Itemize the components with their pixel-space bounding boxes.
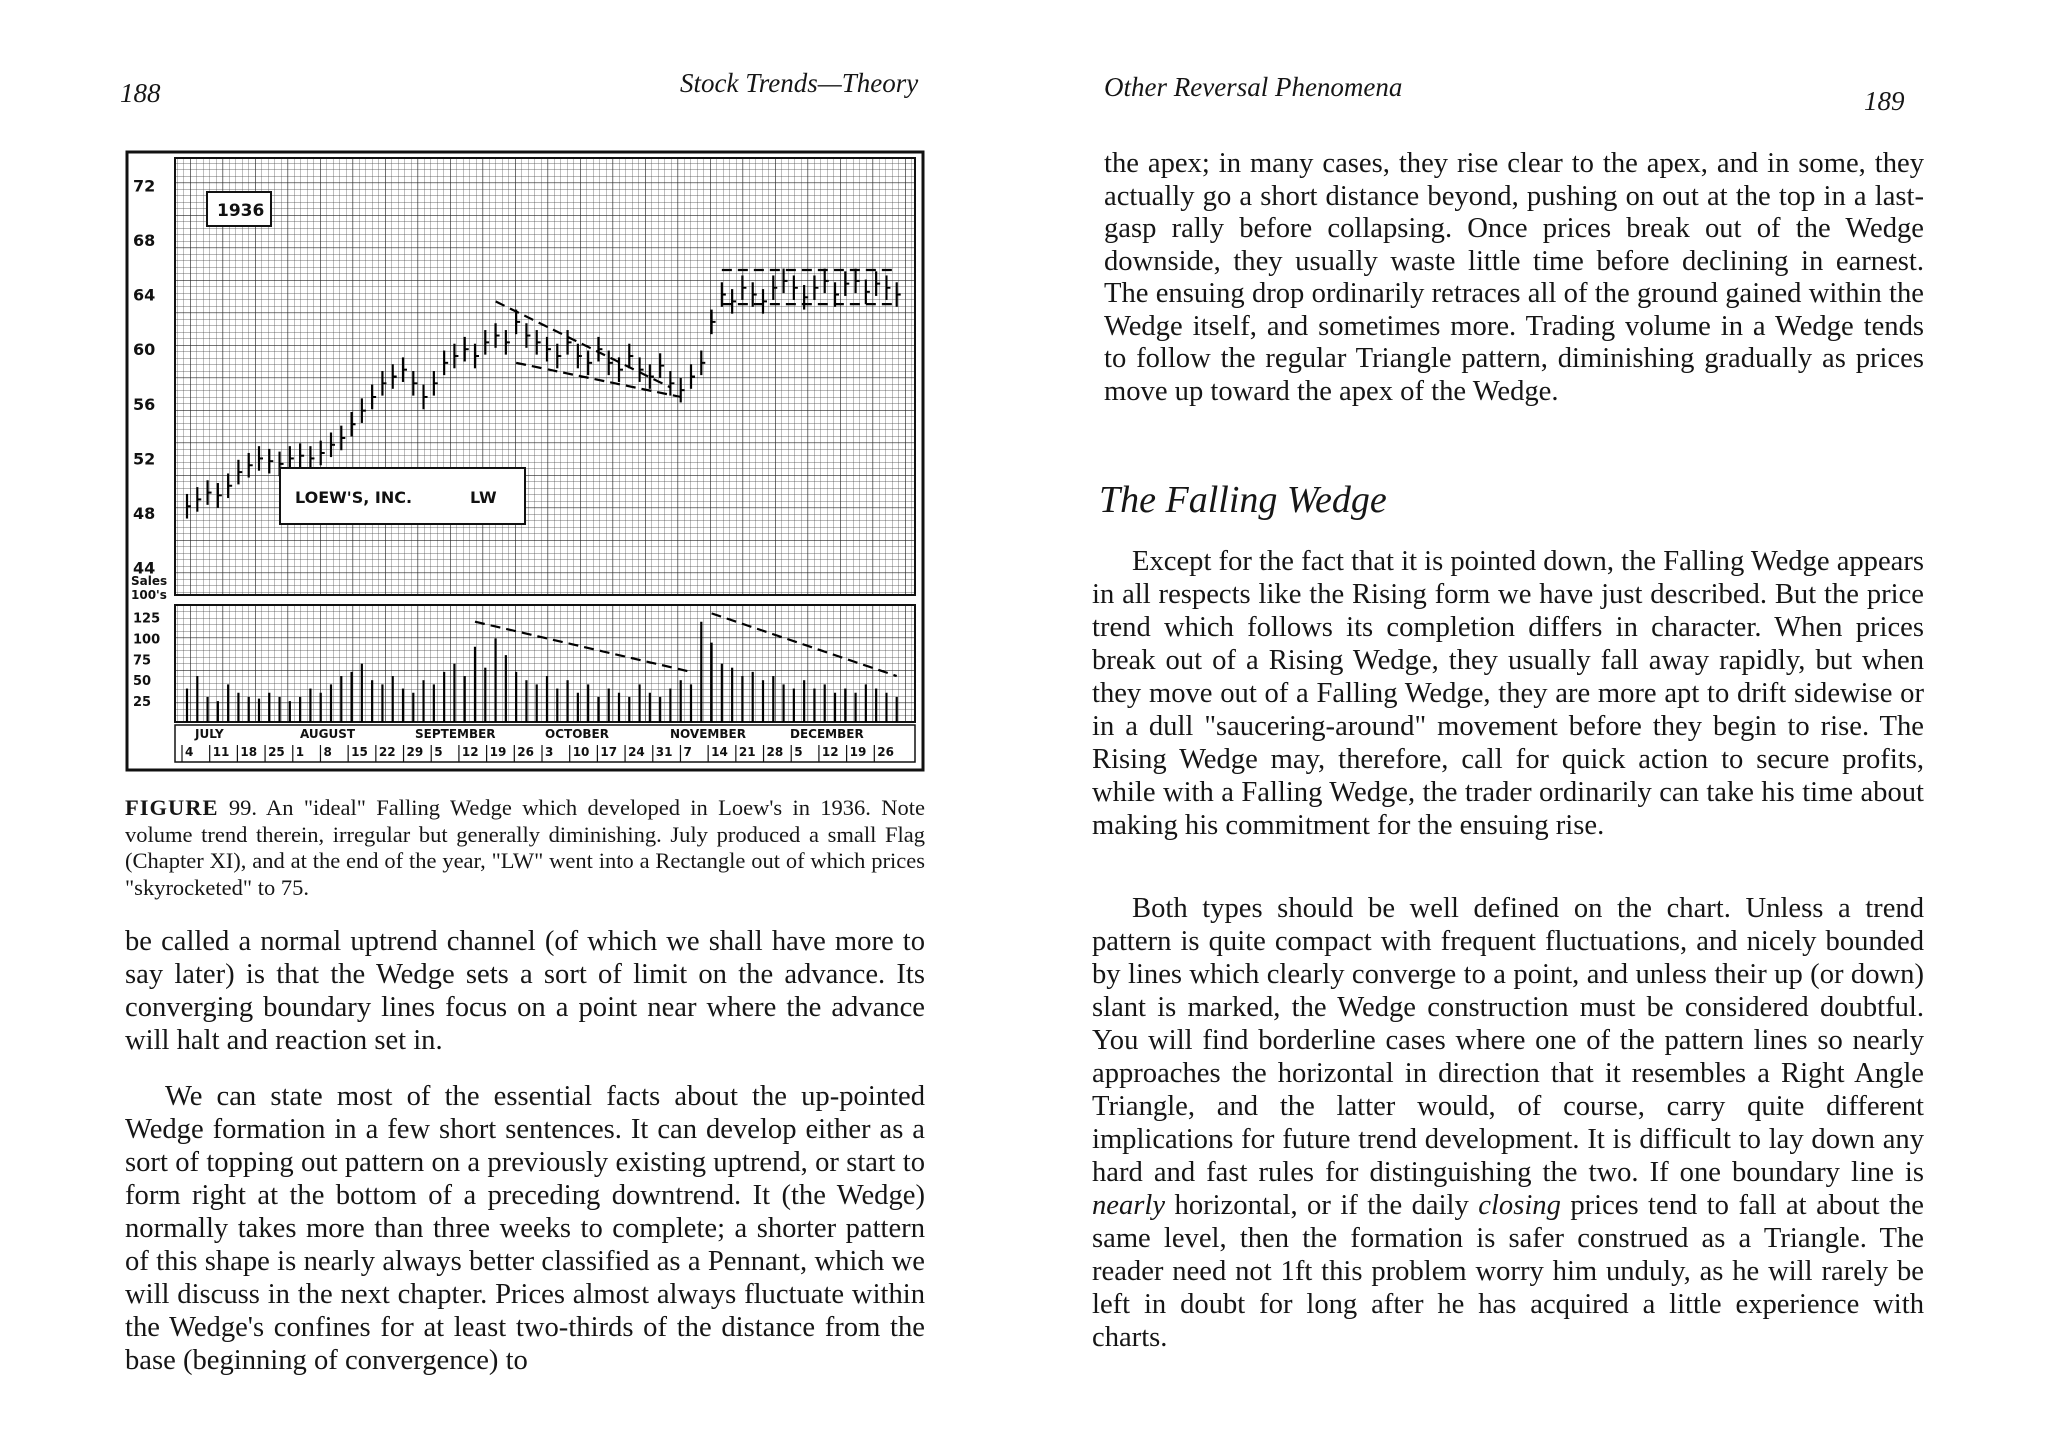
week-date-label: 14: [711, 745, 728, 759]
price-tick-label: 72: [133, 176, 156, 196]
week-date-label: 4: [185, 745, 194, 759]
p3-text-c: prices tend to fall at about the same level, then the formation is safer construed as a Triangle. The reader need not 1ft this problem worry him unduly, as he will rarely be left in doubt for long after he has acquired a little experience with charts.: [1092, 1190, 1924, 1353]
volume-tick-label: 100: [133, 632, 161, 648]
month-label: JULY: [195, 727, 224, 741]
page-number-right: 189: [1864, 86, 1905, 116]
month-label: OCTOBER: [545, 727, 609, 741]
chart-frame: [127, 152, 923, 770]
p3-text-b: horizontal, or if the daily: [1165, 1190, 1479, 1221]
week-date-label: 22: [378, 745, 396, 759]
price-tick-label: 44: [133, 558, 156, 578]
week-date-label: 8: [323, 745, 332, 759]
week-date-label: 28: [766, 745, 784, 759]
price-grid: [175, 158, 915, 595]
right-page: [1024, 0, 2048, 1448]
week-date-label: 25: [268, 745, 285, 759]
figure-99-chart: [125, 150, 925, 772]
figure-caption: [125, 795, 925, 901]
running-head-right: Other Reversal Phenomena: [1104, 72, 1403, 102]
ticker-label: LW: [470, 488, 497, 507]
left-paragraph-1: be called a normal uptrend channel (of which we shall have more to say later) is that the Wedge sets a sort of limit on the advance. Its converging boundary lines focus on a point near where the advance will halt and reaction set in.: [125, 926, 925, 1056]
volume-tick-label: 75: [133, 653, 152, 669]
month-label: AUGUST: [300, 727, 356, 741]
week-date-label: 21: [738, 745, 756, 759]
week-date-label: 3: [545, 745, 554, 759]
week-date-label: 5: [794, 745, 803, 759]
week-date-label: 18: [240, 745, 258, 759]
week-date-label: 24: [628, 745, 645, 759]
week-date-label: 19: [849, 745, 867, 759]
p3-emphasis-closing: closing: [1478, 1190, 1561, 1221]
week-date-label: 15: [351, 745, 368, 759]
p3-emphasis-nearly: nearly: [1092, 1190, 1166, 1221]
price-tick-label: 48: [133, 504, 156, 524]
volume-tick-label: 50: [133, 674, 152, 690]
week-date-label: 12: [461, 745, 479, 759]
p3-text-a: Both types should be well defined on the chart. Unless a trend pattern is quite compact with frequent fluctuations, and nicely bounded by lines which clearly converge to a point, and unless their up (or down) slant is marked, the Wedge construction must be considered doubtful. You will find borderline cases where one of the pattern lines so nearly approaches the horizontal in direction that it resembles a Right Angle Triangle, and the latter would, of course, carry quite different implications for future trend development. It is difficult to lay down any hard and fast rules for distinguishing the two. If one boundary line is: [1092, 893, 1924, 1188]
running-head-left: Stock Trends—Theory: [680, 68, 919, 98]
week-date-label: 17: [600, 745, 618, 759]
right-paragraph-2: Except for the fact that it is pointed down, the Falling Wedge appears in all respects like the Rising form we have just described. But the price trend which follows its completion differs in character. When prices break out of a Rising Wedge, they usually fall away rapidly, but when they move out of a Falling Wedge, they are more apt to drift sidewise or in a dull "saucering-around" movement before they begin to rise. The Rising Wedge may, therefore, call for quick action to secure profits, while with a Falling Wedge, the trader ordinarily can take his time about making his commitment for the ensuing rise.: [1092, 546, 1925, 841]
left-paragraph-2: We can state most of the essential facts about the up-pointed Wedge formation in a few short sentences. It can develop either as a sort of topping out pattern on a previously existing uptrend, or start to form right at the bottom of a preceding downtrend. It (the Wedge) normally takes more than three weeks to complete; a shorter pattern of this shape is nearly always better classified as a Pennant, which we will discuss in the next chapter. Prices almost always fluctuate within the Wedge's confines for at least two-thirds of the distance from the base (beginning of convergence) to: [125, 1081, 925, 1376]
right-paragraph-3: [1092, 892, 1924, 1354]
week-date-label: 26: [877, 745, 895, 759]
section-title-falling-wedge: The Falling Wedge: [1099, 479, 1387, 521]
month-label: DECEMBER: [790, 727, 864, 741]
company-name-label: LOEW'S, INC.: [295, 488, 413, 507]
week-date-label: 10: [572, 745, 590, 759]
volume-tick-label: 125: [133, 611, 161, 627]
volume-axis-label: 100's: [131, 588, 167, 602]
price-tick-label: 52: [133, 449, 156, 469]
week-date-label: 26: [517, 745, 535, 759]
month-label: NOVEMBER: [670, 727, 746, 741]
week-date-label: 12: [821, 745, 839, 759]
year-label: 1936: [217, 201, 265, 221]
price-tick-label: 64: [133, 285, 156, 305]
price-tick-label: 60: [133, 340, 156, 360]
month-label: SEPTEMBER: [415, 727, 496, 741]
week-date-label: 19: [489, 745, 507, 759]
week-date-label: 11: [212, 745, 230, 759]
page-number-left: 188: [120, 78, 161, 108]
volume-axis-label: Sales: [131, 574, 168, 588]
price-tick-label: 68: [133, 230, 156, 250]
week-date-label: 29: [406, 745, 424, 759]
week-date-label: 5: [434, 745, 443, 759]
right-paragraph-1: the apex; in many cases, they rise clear to the apex, and in some, they actually go a short distance beyond, pushing on out at the top in a last-gasp rally before collapsing. Once prices break out of the Wedge downside, they usually waste little time before declining in earnest. The ensuing drop ordinarily retraces all of the ground gained within the Wedge itself, and sometimes more. Trading volume in a Wedge tends to follow the regular Triangle pattern, diminishing gradually as prices move up toward the apex of the Wedge.: [1104, 148, 1924, 407]
loews-1936-chart-svg: [125, 150, 925, 772]
week-date-label: 7: [683, 745, 692, 759]
week-date-label: 31: [655, 745, 673, 759]
volume-tick-label: 25: [133, 695, 152, 711]
figure-caption-text: 99. An "ideal" Falling Wedge which developed in Loew's in 1936. Note volume trend therein, irregular but generally diminishing. July produced a small Flag (Chapter XI), and at the end of the year, "LW" went into a Rectangle out of which prices "skyrocketed" to 75.: [125, 795, 925, 900]
week-date-label: 1: [295, 745, 305, 759]
price-tick-label: 56: [133, 394, 156, 414]
figure-label: FIGURE: [125, 795, 219, 820]
